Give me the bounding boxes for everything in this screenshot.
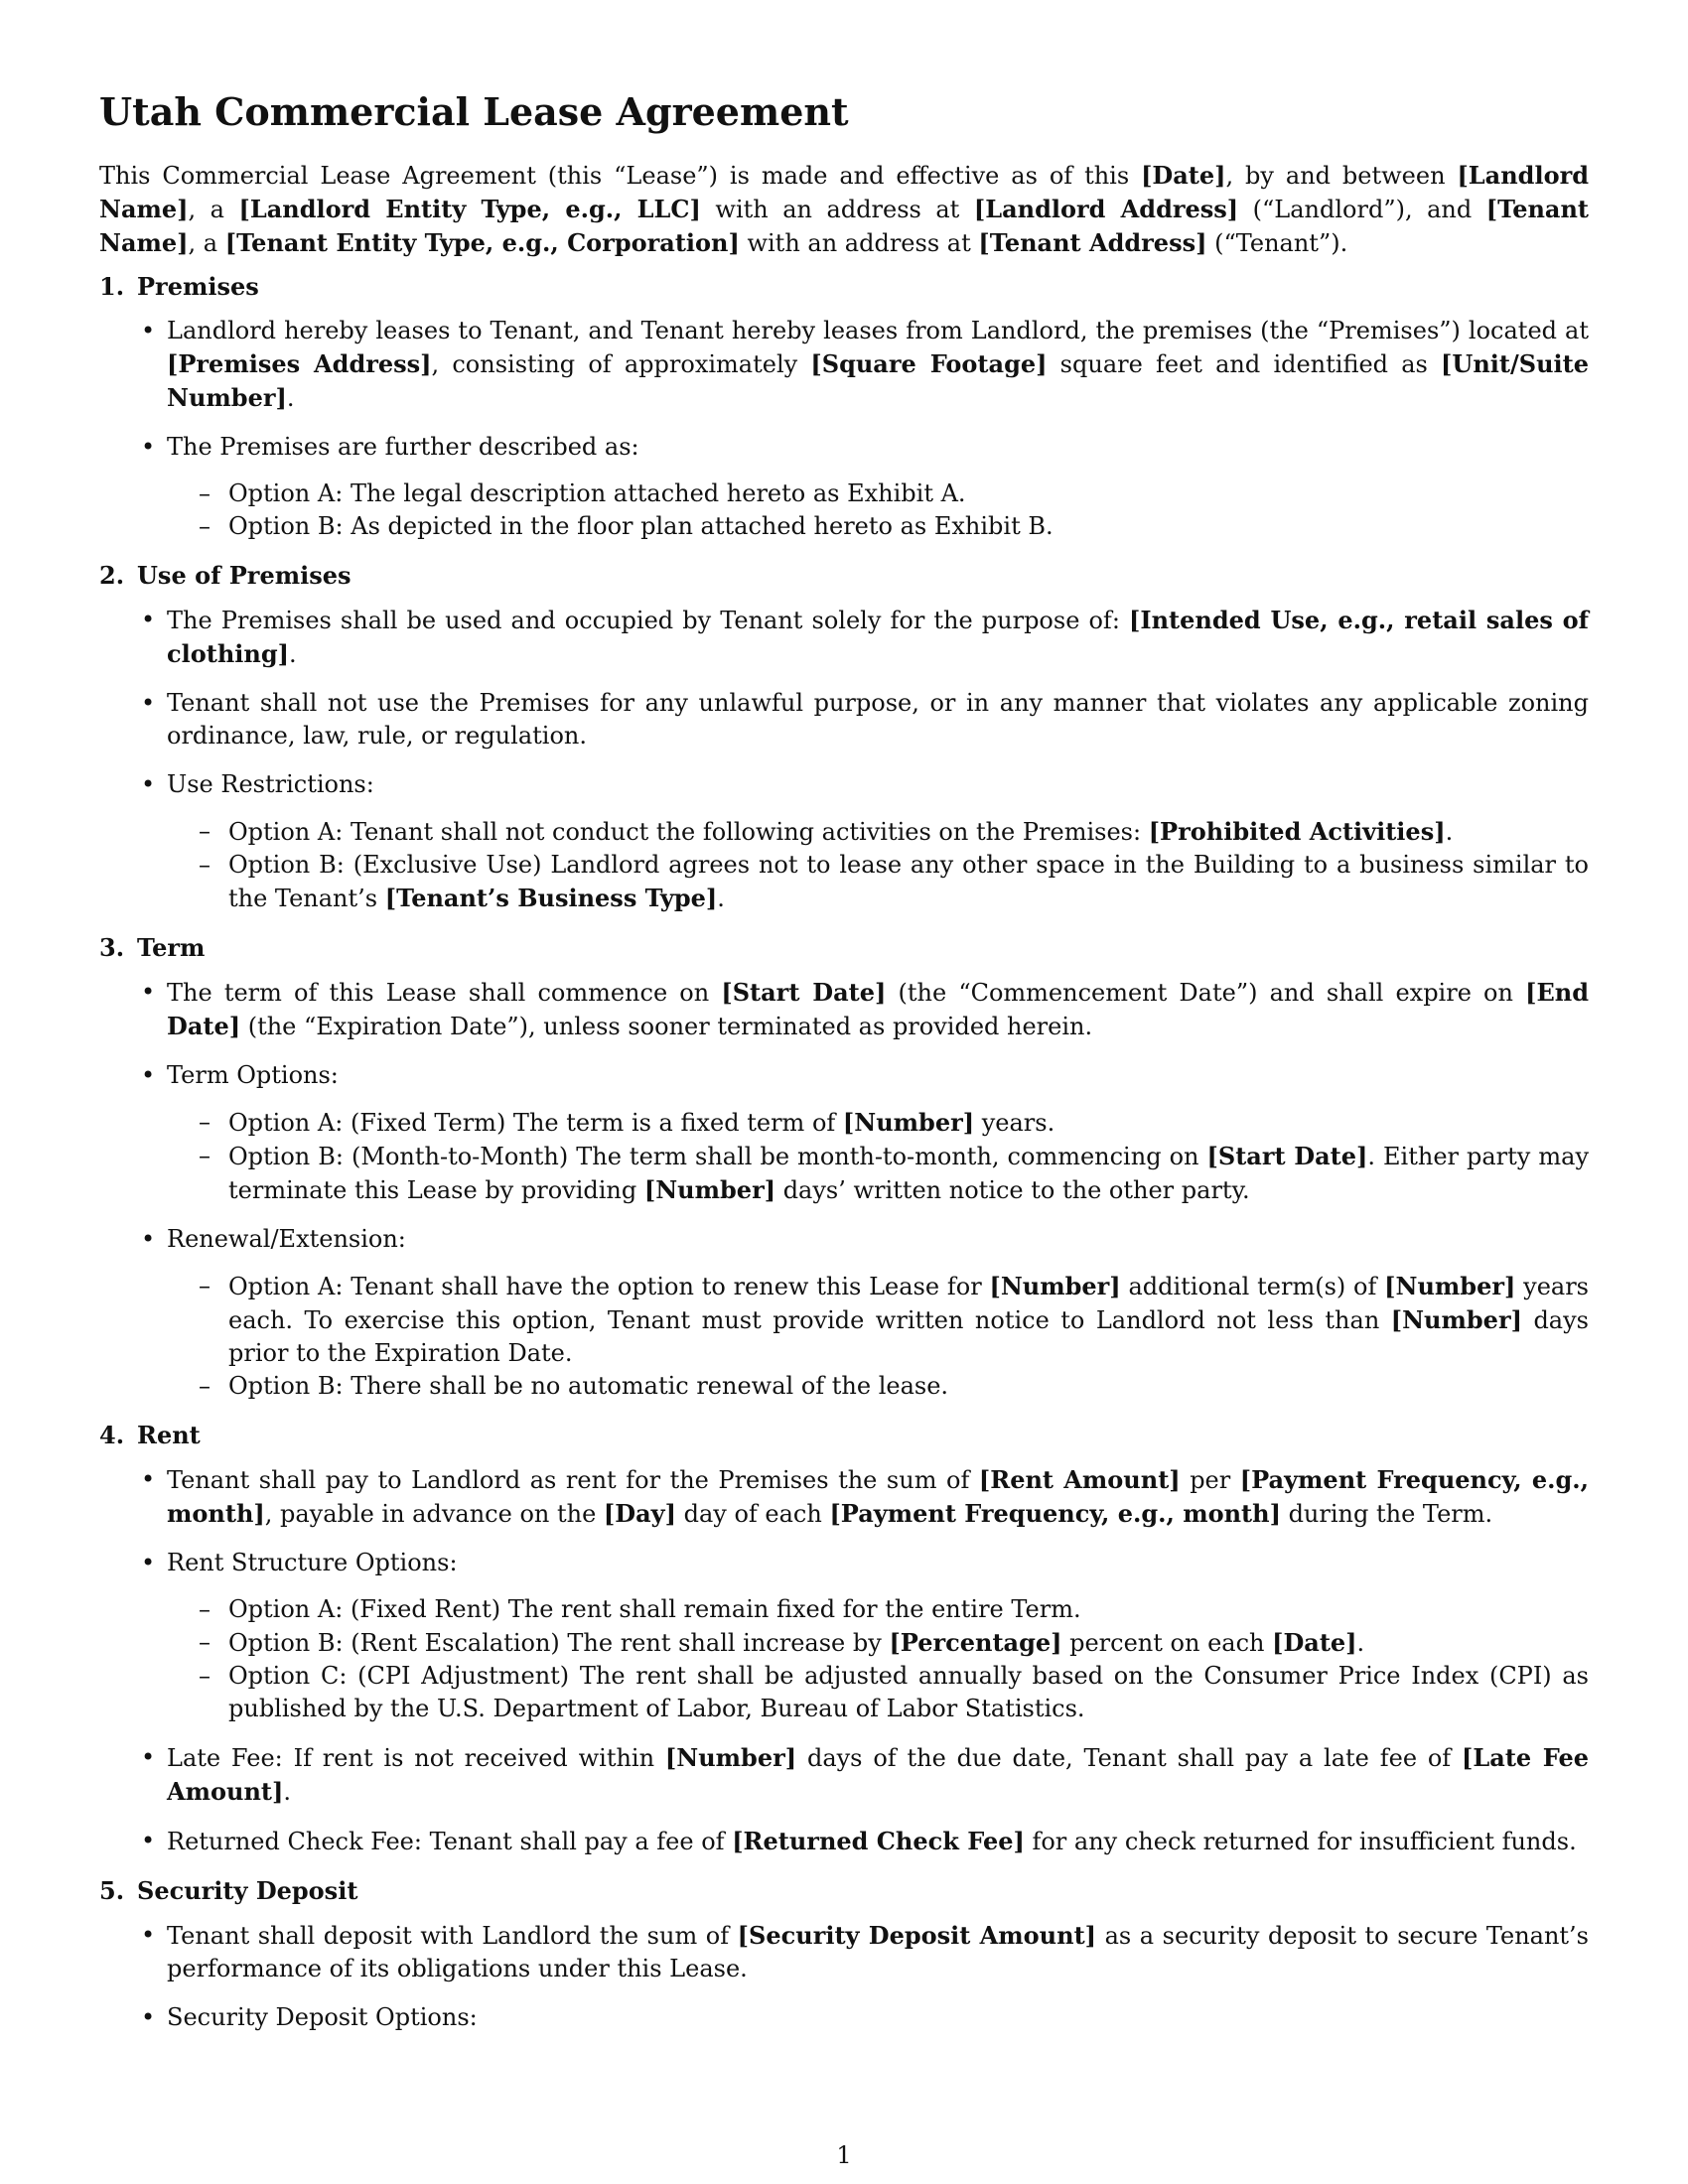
text-run: with an address at bbox=[700, 196, 974, 223]
bullet-list bbox=[99, 1919, 1589, 2034]
section-heading bbox=[99, 1419, 1589, 1451]
bullet-text bbox=[167, 431, 1589, 464]
placeholder-field: [Landlord Entity Type, e.g., LLC] bbox=[238, 195, 701, 223]
option-list bbox=[167, 1593, 1589, 1725]
page-number: 1 bbox=[836, 2141, 852, 2169]
text-run: Term Options: bbox=[167, 1061, 339, 1089]
section bbox=[99, 1419, 1589, 1858]
section-title: Use of Premises bbox=[137, 561, 352, 590]
bullet-text bbox=[167, 768, 1589, 801]
text-run: , payable in advance on the bbox=[264, 1500, 604, 1528]
option-item bbox=[228, 849, 1589, 915]
placeholder-field: [Day] bbox=[603, 1499, 676, 1528]
text-run: Tenant shall deposit with Landlord the sum of bbox=[167, 1922, 738, 1950]
text-run: Option A: The legal description attached hereto as Exhibit A. bbox=[228, 479, 966, 507]
text-run: , a bbox=[188, 196, 239, 223]
bullet-text bbox=[167, 1741, 1589, 1809]
placeholder-field: [Start Date] bbox=[1206, 1142, 1368, 1170]
text-run: The Premises are further described as: bbox=[167, 433, 639, 461]
placeholder-field: [Returned Check Fee] bbox=[732, 1827, 1025, 1855]
bullet-item bbox=[167, 687, 1589, 752]
section-title: Term bbox=[137, 933, 206, 962]
document-title: Utah Commercial Lease Agreement bbox=[99, 89, 849, 134]
option-item bbox=[228, 478, 1589, 510]
text-run: (“Landlord”), and bbox=[1238, 196, 1486, 223]
bullet-text bbox=[167, 604, 1589, 671]
placeholder-field: [Payment Frequency, e.g., month] bbox=[167, 1465, 1589, 1528]
section bbox=[99, 1874, 1589, 2034]
option-item bbox=[228, 1140, 1589, 1207]
text-run: . bbox=[717, 885, 725, 912]
text-run: Tenant shall not use the Premises for any unlawful purpose, or in any manner that violates any applicable zoning ordinance, law, rule, or regulation. bbox=[167, 689, 1589, 750]
placeholder-field: [Tenant Name] bbox=[99, 195, 1590, 257]
placeholder-field: [Percentage] bbox=[889, 1628, 1062, 1657]
section-number: 1. bbox=[99, 272, 125, 301]
placeholder-field: [Rent Amount] bbox=[978, 1465, 1181, 1494]
option-item bbox=[228, 1106, 1589, 1140]
text-run: for any check returned for insufficient funds. bbox=[1024, 1828, 1577, 1855]
bullet-list bbox=[99, 315, 1589, 543]
bullet-text bbox=[167, 1223, 1589, 1256]
bullet-text bbox=[167, 2001, 1589, 2034]
bullet-item bbox=[167, 1463, 1589, 1531]
text-run: years each. To exercise this option, Tenant must provide written notice to Landlord not less than bbox=[228, 1273, 1590, 1334]
text-run: Returned Check Fee: Tenant shall pay a fee of bbox=[167, 1828, 733, 1855]
text-run: days’ written notice to the other party. bbox=[775, 1176, 1250, 1204]
bullet-text bbox=[167, 687, 1589, 752]
text-run: Option B: As depicted in the floor plan attached hereto as Exhibit B. bbox=[228, 512, 1054, 540]
bullet-item bbox=[167, 431, 1589, 543]
placeholder-field: [Prohibited Activities] bbox=[1148, 817, 1446, 846]
text-run: Option B: (Month-to-Month) The term shall be month-to-month, commencing on bbox=[228, 1143, 1207, 1170]
text-run: , a bbox=[188, 229, 225, 257]
placeholder-field: [Late Fee Amount] bbox=[167, 1743, 1590, 1806]
bullet-list bbox=[99, 604, 1589, 915]
text-run: Option A: Tenant shall have the option to renew this Lease for bbox=[228, 1273, 990, 1300]
bullet-item bbox=[167, 604, 1589, 671]
bullet-item bbox=[167, 1547, 1589, 1725]
option-list bbox=[167, 815, 1589, 915]
bullet-item bbox=[167, 1919, 1589, 1985]
text-run: . bbox=[1356, 1629, 1365, 1657]
placeholder-field: [Landlord Name] bbox=[99, 161, 1590, 223]
placeholder-field: [Intended Use, e.g., retail sales of clothing] bbox=[167, 606, 1589, 668]
section-title: Premises bbox=[137, 272, 259, 301]
bullet-list bbox=[99, 1463, 1589, 1858]
text-run: days of the due date, Tenant shall pay a late fee of bbox=[796, 1744, 1463, 1772]
text-run: This Commercial Lease Agreement (this “Lease”) is made and effective as of this bbox=[99, 162, 1142, 190]
option-item bbox=[228, 1660, 1589, 1725]
option-list bbox=[167, 1270, 1589, 1403]
section-title: Rent bbox=[137, 1421, 201, 1449]
text-run: Option B: (Exclusive Use) Landlord agrees not to lease any other space in the Building to a business similar to the Tenant’s bbox=[228, 851, 1589, 912]
text-run: . Either party may terminate this Lease by providing bbox=[228, 1143, 1590, 1204]
text-run: (the “Expiration Date”), unless sooner terminated as provided herein. bbox=[240, 1013, 1093, 1040]
text-run: . bbox=[1445, 818, 1454, 846]
section-number: 3. bbox=[99, 933, 125, 962]
section-title: Security Deposit bbox=[137, 1876, 358, 1905]
section-heading bbox=[99, 559, 1589, 592]
sections-container bbox=[99, 270, 1589, 2034]
text-run: day of each bbox=[675, 1500, 830, 1528]
text-run: days prior to the Expiration Date. bbox=[228, 1306, 1589, 1367]
option-list bbox=[167, 478, 1589, 543]
section-heading bbox=[99, 1874, 1589, 1907]
text-run: as a security deposit to secure Tenant’s performance of its obligations under this Lease. bbox=[167, 1922, 1590, 1982]
bullet-text bbox=[167, 1463, 1589, 1531]
text-run: Option C: (CPI Adjustment) The rent shall be adjusted annually based on the Consumer Price Index (CPI) as published by the U.S. Department of Labor, Bureau of Labor Statistics. bbox=[228, 1662, 1589, 1722]
placeholder-field: [Number] bbox=[842, 1108, 975, 1137]
option-list bbox=[167, 1106, 1589, 1207]
option-item bbox=[228, 1593, 1589, 1626]
section-heading bbox=[99, 931, 1589, 964]
text-run: Use Restrictions: bbox=[167, 770, 374, 798]
document-page bbox=[99, 87, 1589, 2050]
placeholder-field: [Unit/Suite Number] bbox=[167, 349, 1590, 412]
placeholder-field: [Number] bbox=[664, 1743, 797, 1772]
placeholder-field: [Tenant Entity Type, e.g., Corporation] bbox=[224, 228, 740, 257]
bullet-item bbox=[167, 1059, 1589, 1207]
text-run: , consisting of approximately bbox=[431, 350, 811, 378]
bullet-text bbox=[167, 976, 1589, 1043]
bullet-item bbox=[167, 768, 1589, 915]
text-run: years. bbox=[974, 1109, 1055, 1137]
placeholder-field: [Security Deposit Amount] bbox=[737, 1921, 1097, 1950]
bullet-text bbox=[167, 1059, 1589, 1092]
text-run: . bbox=[286, 384, 295, 412]
bullet-text bbox=[167, 1547, 1589, 1579]
section bbox=[99, 270, 1589, 543]
placeholder-field: [Start Date] bbox=[721, 978, 887, 1007]
text-run: (the “Commencement Date”) and shall expire on bbox=[886, 979, 1526, 1007]
placeholder-field: [Payment Frequency, e.g., month] bbox=[829, 1499, 1281, 1528]
text-run: The Premises shall be used and occupied by Tenant solely for the purpose of: bbox=[167, 607, 1129, 634]
text-run: Option B: (Rent Escalation) The rent shall increase by bbox=[228, 1629, 890, 1657]
text-run: Tenant shall pay to Landlord as rent for the Premises the sum of bbox=[167, 1466, 979, 1494]
option-item bbox=[228, 1270, 1589, 1370]
option-item bbox=[228, 1370, 1589, 1403]
intro-paragraph bbox=[99, 159, 1589, 260]
bullet-text bbox=[167, 1919, 1589, 1985]
text-run: additional term(s) of bbox=[1120, 1273, 1385, 1300]
text-run: Option A: (Fixed Term) The term is a fixed term of bbox=[228, 1109, 843, 1137]
text-run: with an address at bbox=[739, 229, 979, 257]
text-run: per bbox=[1180, 1466, 1240, 1494]
placeholder-field: [Tenant Address] bbox=[978, 228, 1207, 257]
bullet-list bbox=[99, 976, 1589, 1403]
bullet-item bbox=[167, 1223, 1589, 1403]
bullet-text bbox=[167, 1825, 1589, 1858]
placeholder-field: [Number] bbox=[1384, 1272, 1516, 1300]
text-run: Option A: (Fixed Rent) The rent shall remain fixed for the entire Term. bbox=[228, 1595, 1081, 1623]
placeholder-field: [Number] bbox=[643, 1175, 776, 1204]
placeholder-field: [End Date] bbox=[167, 978, 1589, 1040]
option-item bbox=[228, 815, 1589, 849]
placeholder-field: [Premises Address] bbox=[167, 349, 432, 378]
text-run: , by and between bbox=[1225, 162, 1458, 190]
text-run: Late Fee: If rent is not received within bbox=[167, 1744, 665, 1772]
bullet-item bbox=[167, 315, 1589, 415]
text-run: during the Term. bbox=[1280, 1500, 1493, 1528]
placeholder-field: [Date] bbox=[1141, 161, 1226, 190]
section-number: 2. bbox=[99, 561, 125, 590]
placeholder-field: [Number] bbox=[1390, 1305, 1522, 1334]
placeholder-field: [Number] bbox=[989, 1272, 1121, 1300]
text-run: percent on each bbox=[1061, 1629, 1273, 1657]
text-run: . bbox=[283, 1778, 292, 1806]
text-run: Landlord hereby leases to Tenant, and Tenant hereby leases from Landlord, the premises (the “Premises”) located at bbox=[167, 317, 1589, 344]
placeholder-field: [Landlord Address] bbox=[973, 195, 1239, 223]
bullet-item bbox=[167, 1741, 1589, 1809]
placeholder-field: [Date] bbox=[1272, 1628, 1357, 1657]
text-run: (“Tenant”). bbox=[1206, 229, 1348, 257]
bullet-item bbox=[167, 2001, 1589, 2034]
bullet-item bbox=[167, 1825, 1589, 1858]
section-heading bbox=[99, 270, 1589, 303]
placeholder-field: [Tenant’s Business Type] bbox=[384, 884, 718, 912]
placeholder-field: [Square Footage] bbox=[810, 349, 1048, 378]
option-item bbox=[228, 510, 1589, 543]
bullet-text bbox=[167, 315, 1589, 415]
text-run: The term of this Lease shall commence on bbox=[167, 979, 722, 1007]
text-run: square feet and identified as bbox=[1047, 350, 1442, 378]
text-run: . bbox=[288, 640, 297, 668]
text-run: Option A: Tenant shall not conduct the following activities on the Premises: bbox=[228, 818, 1149, 846]
text-run: Security Deposit Options: bbox=[167, 2003, 478, 2031]
bullet-item bbox=[167, 976, 1589, 1043]
section bbox=[99, 559, 1589, 915]
section-number: 5. bbox=[99, 1876, 125, 1905]
text-run: Renewal/Extension: bbox=[167, 1225, 406, 1253]
text-run: Rent Structure Options: bbox=[167, 1549, 458, 1576]
section-number: 4. bbox=[99, 1421, 125, 1449]
text-run: Option B: There shall be no automatic renewal of the lease. bbox=[228, 1372, 949, 1400]
section bbox=[99, 931, 1589, 1403]
option-item bbox=[228, 1626, 1589, 1660]
